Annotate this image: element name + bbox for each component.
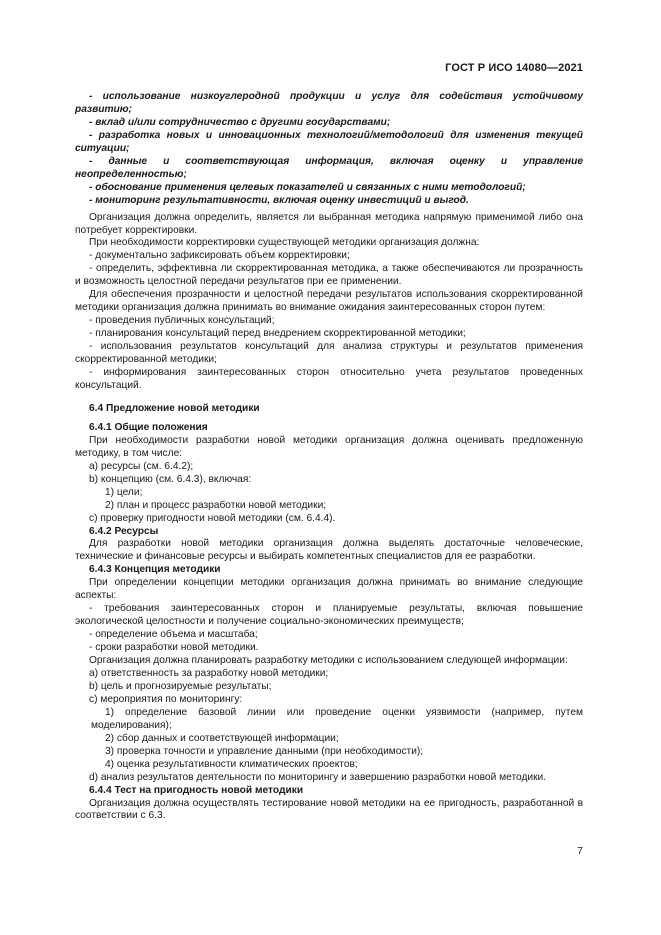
sub-list-item: 1) определение базовой линии или проведение оценки уязвимости (например, путем моделирования); (91, 706, 583, 731)
paragraph: Организация должна определить, является ли выбранная методика напрямую применимой либо она потребует корректировки. (75, 211, 583, 236)
list-item: b) концепцию (см. 6.4.3), включая: (89, 473, 252, 485)
list-item: c) мероприятия по мониторингу: (89, 693, 243, 705)
bullet-line: - требования заинтересованных сторон и планируемые результаты, включая повышение экологической целостности и получение социально-экономических преимуществ; (75, 603, 583, 628)
bullet-line: - обоснование применения целевых показателей и связанных с ними методологий; (89, 181, 526, 193)
section-heading-6-4: 6.4 Предложение новой методики (89, 402, 260, 414)
subsection-heading-6-4-4: 6.4.4 Тест на пригодность новой методики (89, 784, 304, 796)
page-number: 7 (577, 845, 583, 857)
paragraph: Организация должна осуществлять тестирование новой методики на ее пригодность, разработанной в соответствии с 6.3. (75, 797, 583, 822)
bullet-line: - мониторинг результативности, включая оценку инвестиций и выгод. (89, 194, 469, 206)
bullet-line: - данные и соответствующая информация, включая оценку и управление неопределенностью; (75, 155, 583, 180)
list-item: b) цель и прогнозируемые результаты; (89, 680, 272, 692)
sub-list-item: 1) цели; (105, 486, 143, 498)
list-item: d) анализ результатов деятельности по мониторингу и завершению разработки новой методики. (89, 771, 547, 783)
list-item: c) проверку пригодности новой методики (см. 6.4.4). (89, 512, 336, 524)
bullet-line: - определить, эффективна ли скорректированная методика, а также обеспечиваются ли прозрачность и возможность целостной передачи результатов при ее применении. (75, 263, 583, 288)
subsection-heading-6-4-1: 6.4.1 Общие положения (89, 421, 208, 433)
sub-list-item: 2) сбор данных и соответствующей информации; (105, 732, 339, 744)
document-body (75, 91, 583, 823)
list-item: a) ответственность за разработку новой методики; (89, 667, 329, 679)
paragraph: Организация должна планировать разработку методики с использованием следующей информации: (89, 655, 568, 667)
paragraph: При необходимости разработки новой методики организация должна оценивать предложенную методику, в том числе: (75, 434, 583, 459)
paragraph: Для разработки новой методики организация должна выделять достаточные человеческие, технические и финансовые ресурсы и выбирать компетентных специалистов для ее разработки. (75, 538, 583, 563)
bullet-line: - разработка новых и инновационных технологий/методологий для изменения текущей ситуации; (75, 129, 583, 154)
bullet-line: - планирования консультаций перед внедрением скорректированной методики; (89, 328, 466, 340)
bullet-line: - документально зафиксировать объем корректировки; (89, 250, 350, 262)
standard-header: ГОСТ Р ИСО 14080—2021 (445, 62, 583, 74)
bullet-line: - проведения публичных консультаций; (89, 315, 275, 327)
bullet-line: - использование низкоуглеродной продукции и услуг для содействия устойчивому развитию; (75, 91, 583, 115)
paragraph: При необходимости корректировки существующей методики организация должна: (89, 237, 480, 249)
subsection-heading-6-4-2: 6.4.2 Ресурсы (89, 525, 159, 537)
sub-list-item: 4) оценка результативности климатических проектов; (105, 758, 358, 770)
bullet-line: - использования результатов консультаций для анализа структуры и результатов применения скорректированной методики; (75, 341, 583, 366)
paragraph: При определении концепции методики организация должна принимать во внимание следующие аспекты: (75, 577, 583, 602)
bullet-line: - сроки разработки новой методики. (89, 642, 259, 654)
subsection-heading-6-4-3: 6.4.3 Концепция методики (89, 564, 221, 576)
bullet-line: - вклад и/или сотрудничество с другими государствами; (89, 116, 391, 128)
sub-list-item: 3) проверка точности и управление данными (при необходимости); (105, 745, 424, 757)
paragraph: Для обеспечения прозрачности и целостной передачи результатов использования скорректированной методики организация должна принимать во внимание ожидания заинтересованных сторон путем: (75, 289, 583, 314)
bullet-line: - определение объема и масштаба; (89, 629, 258, 641)
bullet-line: - информирования заинтересованных сторон относительно учета результатов проведенных консультаций. (75, 367, 583, 391)
list-item: a) ресурсы (см. 6.4.2); (89, 460, 194, 472)
sub-list-item: 2) план и процесс разработки новой методики; (105, 499, 327, 511)
